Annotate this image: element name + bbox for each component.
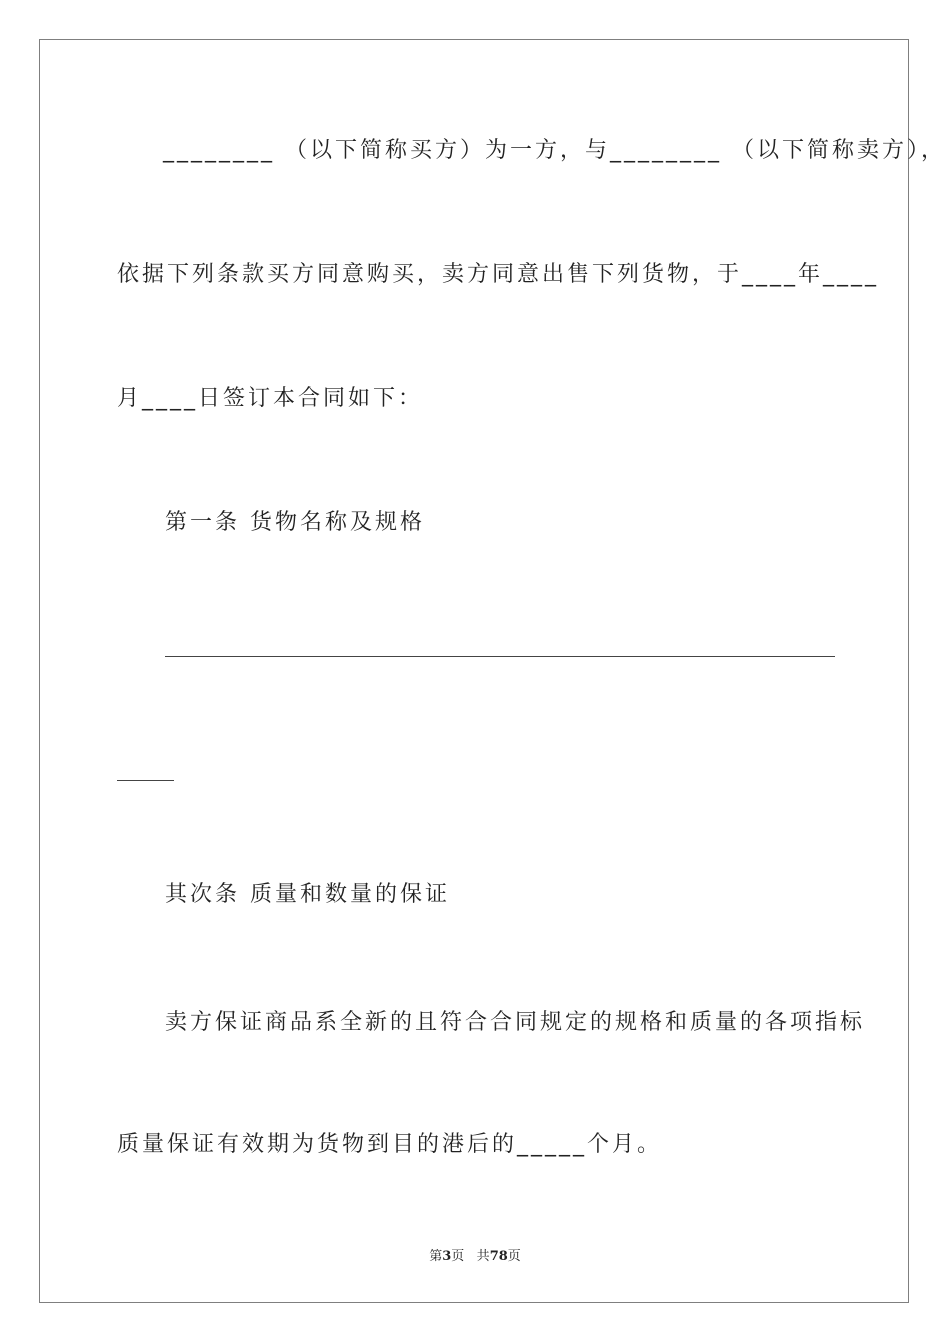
total-pages: 78 xyxy=(489,1249,508,1264)
warranty-period-text: 质量保证有效期为货物到目的港后的_____个月。 xyxy=(117,1132,663,1157)
page-footer xyxy=(0,1248,950,1266)
goods-spec-blank-line-end xyxy=(117,780,174,781)
quality-guarantee-text: 卖方保证商品系全新的且符合合同规定的规格和质量的各项指标 xyxy=(165,1010,866,1035)
signing-date-line: 月____日签订本合同如下： xyxy=(117,386,424,411)
page-border xyxy=(39,39,909,1303)
total-prefix: 共 xyxy=(476,1249,490,1264)
party-intro-line: ________ （以下简称买方）为一方，与________ （以下简称卖方）， xyxy=(163,138,946,163)
total-suffix: 页 xyxy=(507,1249,521,1264)
agreement-line: 依据下列条款买方同意购买，卖方同意出售下列货物，于____年____ xyxy=(117,262,880,287)
goods-spec-blank-line xyxy=(165,656,835,657)
page-prefix: 第 xyxy=(429,1249,443,1264)
page-suffix: 页 xyxy=(451,1249,465,1264)
page-number: 3 xyxy=(442,1249,452,1264)
clause-1-heading: 第一条 货物名称及规格 xyxy=(165,510,425,535)
clause-2-heading: 其次条 质量和数量的保证 xyxy=(165,882,450,907)
